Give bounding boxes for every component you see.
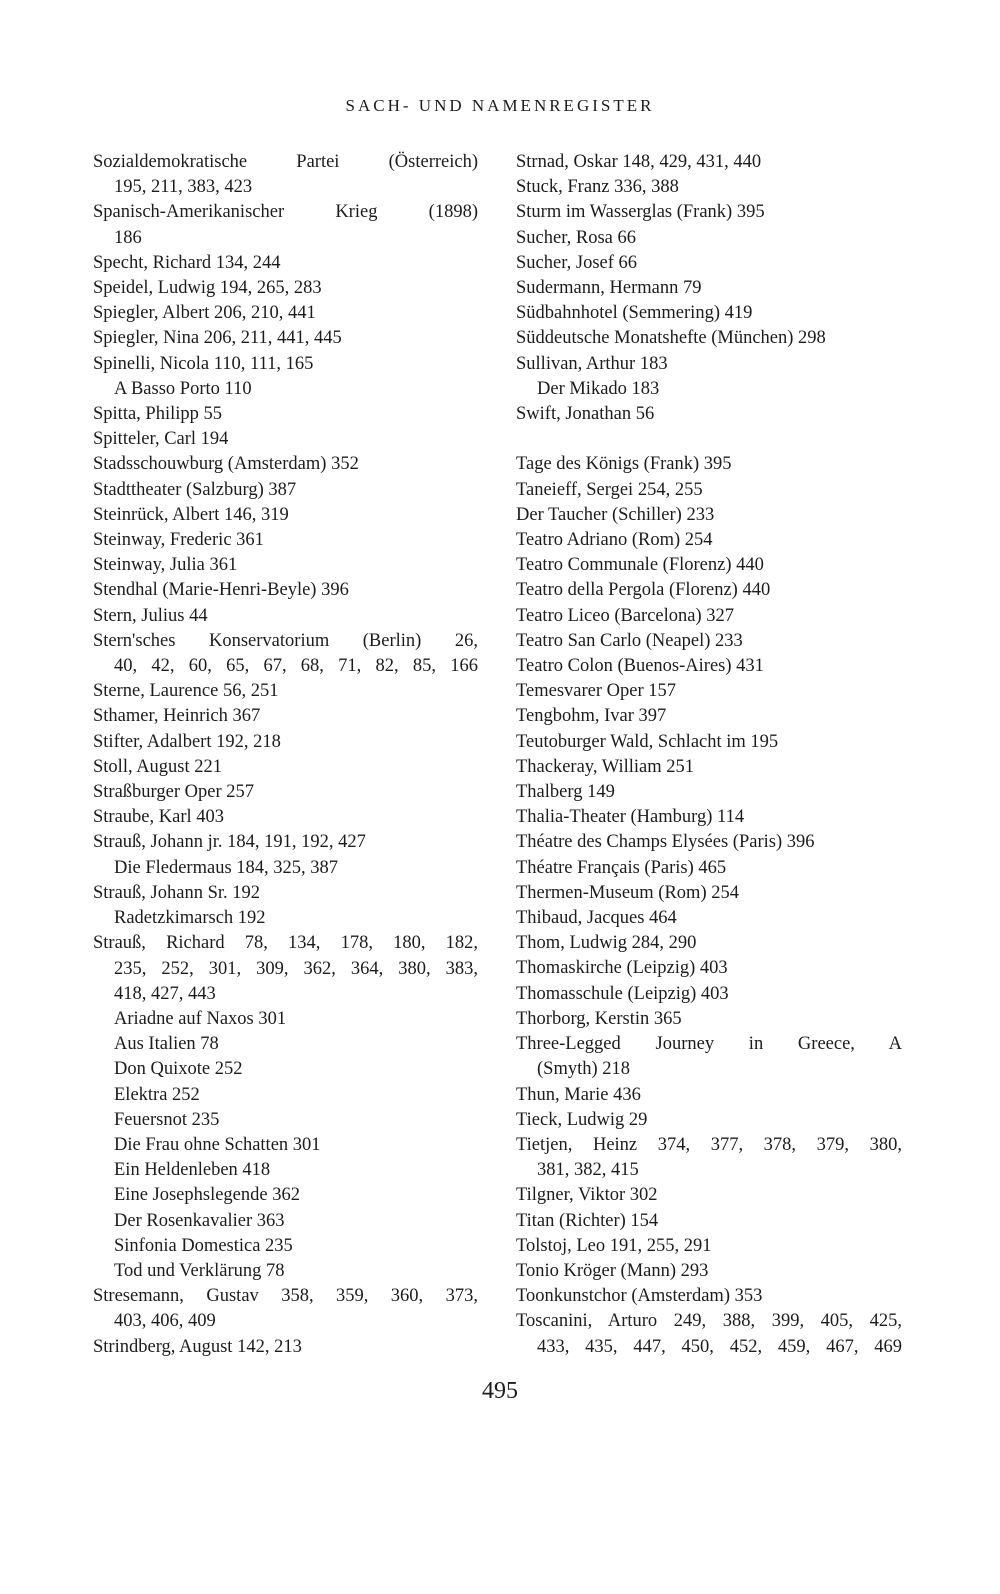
- index-entry: Théatre des Champs Elysées (Paris) 396: [516, 832, 815, 853]
- index-entry: Strauß, Johann jr. 184, 191, 192, 427: [93, 832, 366, 853]
- index-subentry: 195, 211, 383, 423: [114, 177, 253, 198]
- index-subentry: 403, 406, 409: [114, 1311, 216, 1332]
- index-subentry: Elektra 252: [114, 1084, 200, 1105]
- index-entry: Thackeray, William 251: [516, 756, 695, 777]
- index-subentry: Die Fledermaus 184, 325, 387: [114, 857, 339, 878]
- index-entry: Théatre Français (Paris) 465: [516, 857, 727, 878]
- index-entry: Stuck, Franz 336, 388: [516, 177, 679, 198]
- index-subentry: Tod und Verklärung 78: [114, 1260, 285, 1281]
- index-entry: Thomaskirche (Leipzig) 403: [516, 958, 728, 979]
- index-entry: Süddeutsche Monatshefte (München) 298: [516, 328, 826, 349]
- index-entry: Thalberg 149: [516, 782, 615, 803]
- index-entry: Der Taucher (Schiller) 233: [516, 504, 715, 525]
- index-entry: Toscanini, Arturo 249, 388, 399, 405, 425,: [516, 1311, 902, 1332]
- index-column-left: [93, 150, 478, 1360]
- index-entry: Spitta, Philipp 55: [93, 404, 223, 425]
- index-entry: Temesvarer Oper 157: [516, 681, 676, 702]
- index-entry: Stadttheater (Salzburg) 387: [93, 479, 297, 500]
- index-subentry: Sinfonia Domestica 235: [114, 1235, 293, 1256]
- index-entry: Tonio Kröger (Mann) 293: [516, 1260, 709, 1281]
- index-entry: Three-Legged Journey in Greece, A: [516, 1034, 902, 1055]
- index-entry: Teatro San Carlo (Neapel) 233: [516, 630, 743, 651]
- index-entry: Specht, Richard 134, 244: [93, 252, 281, 273]
- index-subentry: Die Frau ohne Schatten 301: [114, 1134, 321, 1155]
- index-column-right: [516, 150, 902, 1360]
- index-entry: Strnad, Oskar 148, 429, 431, 440: [516, 152, 762, 172]
- index-entry: Thalia-Theater (Hamburg) 114: [516, 807, 745, 828]
- running-header: SACH- UND NAMENREGISTER: [345, 96, 655, 115]
- index-subentry: 235, 252, 301, 309, 362, 364, 380, 383,: [114, 958, 478, 979]
- index-entry: Südbahnhotel (Semmering) 419: [516, 303, 753, 324]
- index-entry: Sturm im Wasserglas (Frank) 395: [516, 202, 765, 223]
- index-entry: Titan (Richter) 154: [516, 1210, 659, 1231]
- index-entry: Strindberg, August 142, 213: [93, 1336, 302, 1357]
- index-entry: Sozialdemokratische Partei (Österreich): [93, 152, 478, 172]
- index-subentry: Don Quixote 252: [114, 1059, 243, 1080]
- index-entry: Stendhal (Marie-Henri-Beyle) 396: [93, 580, 349, 601]
- index-entry: Strauß, Richard 78, 134, 178, 180, 182,: [93, 933, 478, 954]
- index-subentry: Eine Josephslegende 362: [114, 1185, 300, 1206]
- index-entry: Spinelli, Nicola 110, 111, 165: [93, 353, 314, 374]
- index-entry: Stern, Julius 44: [93, 605, 208, 626]
- index-subentry: Der Rosenkavalier 363: [114, 1210, 285, 1231]
- index-entry: Straßburger Oper 257: [93, 782, 254, 803]
- index-entry: Teutoburger Wald, Schlacht im 195: [516, 731, 779, 752]
- index-entry: Strauß, Johann Sr. 192: [93, 882, 261, 903]
- index-entry: Teatro Adriano (Rom) 254: [516, 530, 713, 551]
- index-entry: Stadsschouwburg (Amsterdam) 352: [93, 454, 359, 475]
- index-entry: Steinway, Frederic 361: [93, 530, 264, 551]
- index-entry: Teatro Colon (Buenos-Aires) 431: [516, 656, 764, 677]
- index-entry: Stoll, August 221: [93, 756, 223, 777]
- index-entry: Sucher, Rosa 66: [516, 227, 637, 248]
- page-number: 495: [482, 1378, 518, 1404]
- index-entry: Tage des Königs (Frank) 395: [516, 454, 732, 475]
- index-entry: Sudermann, Hermann 79: [516, 278, 702, 299]
- index-entry: Tietjen, Heinz 374, 377, 378, 379, 380,: [516, 1134, 902, 1155]
- index-subentry: Aus Italien 78: [114, 1034, 219, 1055]
- index-entry: Tilgner, Viktor 302: [516, 1185, 658, 1206]
- index-entry: Straube, Karl 403: [93, 807, 225, 828]
- index-entry: Thun, Marie 436: [516, 1084, 641, 1105]
- index-subentry: 433, 435, 447, 450, 452, 459, 467, 469: [537, 1336, 902, 1357]
- index-subentry: Ariadne auf Naxos 301: [114, 1008, 287, 1029]
- index-entry: Spanisch-Amerikanischer Krieg (1898): [93, 202, 478, 223]
- index-entry: Spitteler, Carl 194: [93, 429, 229, 450]
- index-entry: Sterne, Laurence 56, 251: [93, 681, 279, 702]
- index-subentry: Ein Heldenleben 418: [114, 1160, 271, 1181]
- index-entry: Thibaud, Jacques 464: [516, 908, 677, 929]
- index-entry: Stern'sches Konservatorium (Berlin) 26,: [93, 630, 478, 651]
- index-entry: Teatro Communale (Florenz) 440: [516, 555, 764, 576]
- index-entry: Sucher, Josef 66: [516, 252, 638, 273]
- index-entry: Thomasschule (Leipzig) 403: [516, 983, 729, 1004]
- index-subentry: Der Mikado 183: [537, 378, 660, 399]
- index-entry: Thorborg, Kerstin 365: [516, 1008, 682, 1029]
- index-entry: Stifter, Adalbert 192, 218: [93, 731, 281, 752]
- section-gap: [516, 427, 902, 452]
- index-subentry: Radetzkimarsch 192: [114, 908, 266, 929]
- index-entry: Spiegler, Albert 206, 210, 441: [93, 303, 316, 324]
- index-entry: Swift, Jonathan 56: [516, 404, 655, 425]
- index-subentry: 40, 42, 60, 65, 67, 68, 71, 82, 85, 166: [114, 656, 478, 677]
- index-entry: Sullivan, Arthur 183: [516, 353, 668, 374]
- index-entry: Spiegler, Nina 206, 211, 441, 445: [93, 328, 342, 349]
- index-entry: Speidel, Ludwig 194, 265, 283: [93, 278, 322, 299]
- index-subentry: A Basso Porto 110: [114, 378, 252, 399]
- index-subentry: Feuersnot 235: [114, 1109, 220, 1130]
- index-entry: Steinway, Julia 361: [93, 555, 238, 576]
- index-entry: Tolstoj, Leo 191, 255, 291: [516, 1235, 712, 1256]
- index-entry: Stresemann, Gustav 358, 359, 360, 373,: [93, 1286, 478, 1307]
- index-entry: Thermen-Museum (Rom) 254: [516, 882, 739, 903]
- index-entry: Steinrück, Albert 146, 319: [93, 504, 289, 525]
- index-entry: Tengbohm, Ivar 397: [516, 706, 667, 727]
- index-entry: Teatro Liceo (Barcelona) 327: [516, 605, 735, 626]
- index-subentry: 381, 382, 415: [537, 1160, 639, 1181]
- index-entry: Teatro della Pergola (Florenz) 440: [516, 580, 771, 601]
- index-subentry: 186: [114, 227, 142, 248]
- index-entry: Taneieff, Sergei 254, 255: [516, 479, 703, 500]
- index-entry: Sthamer, Heinrich 367: [93, 706, 261, 727]
- index-subentry: 418, 427, 443: [114, 983, 216, 1004]
- index-entry: Tieck, Ludwig 29: [516, 1109, 648, 1130]
- index-subentry: (Smyth) 218: [537, 1059, 631, 1080]
- index-entry: Thom, Ludwig 284, 290: [516, 933, 697, 954]
- index-entry: Toonkunstchor (Amsterdam) 353: [516, 1286, 763, 1307]
